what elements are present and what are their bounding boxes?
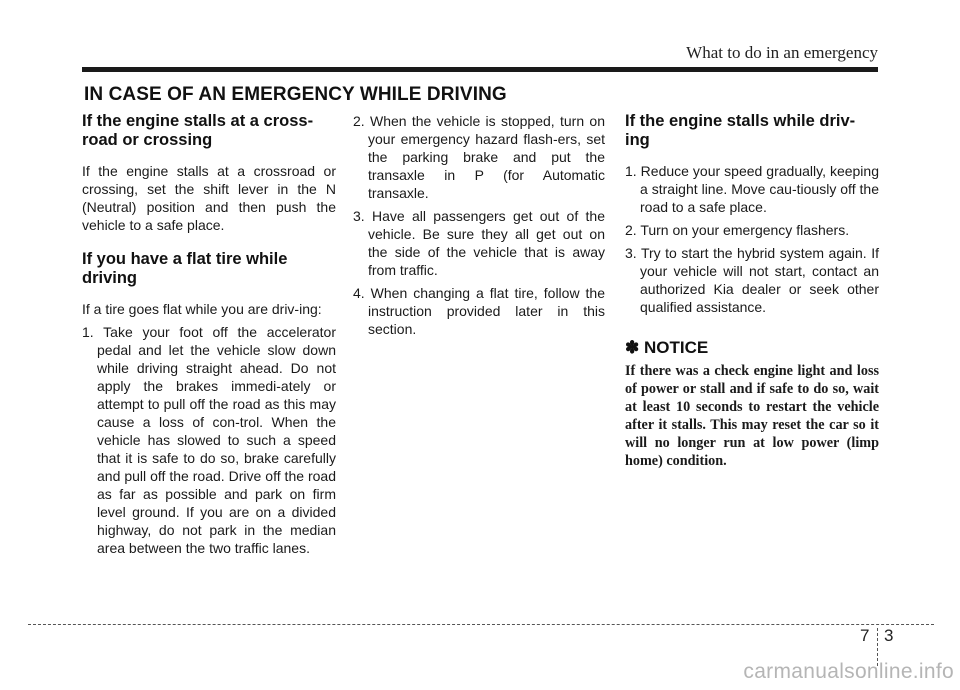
- list-item: 1. Reduce your speed gradually, keeping a straight line. Move cau-tiously off the road to a safe place.: [625, 163, 879, 215]
- list-item: 2. When the vehicle is stopped, turn on your emergency hazard flash-ers, set the parking brake and put the transaxle in P (for Automatic transaxle.: [353, 113, 605, 201]
- footer-rule: [28, 624, 934, 625]
- page-number: 3: [884, 626, 894, 645]
- column-2: [353, 112, 605, 338]
- column-3: [625, 112, 879, 470]
- notice-box: [625, 338, 879, 470]
- list-item: 4. When changing a flat tire, follow the instruction provided later in this section.: [353, 285, 605, 337]
- watermark: carmanualsonline.info: [743, 660, 954, 683]
- heading-stall-crossroad: If the engine stalls at a cross-road or crossing: [82, 112, 314, 149]
- heading-stall-driving: If the engine stalls while driv-ing: [625, 112, 856, 149]
- section-title: IN CASE OF AN EMERGENCY WHILE DRIVING: [84, 84, 507, 105]
- list-item: 3. Try to start the hybrid system again. If your vehicle will not start, contact an authorized Kia dealer or seek other qualified assistance.: [625, 245, 879, 315]
- notice-title: ✽ NOTICE: [625, 338, 709, 357]
- column-1: [82, 112, 336, 557]
- paragraph-stall-crossroad: If the engine stalls at a crossroad or crossing, set the shift lever in the N (Neutral) position and then push the vehicle to a safe place.: [82, 163, 336, 233]
- list-item: 1. Take your foot off the accelerator pedal and let the vehicle slow down while driving straight ahead. Do not apply the brakes immedi-ately or attempt to pull off the road as this may cause a loss of con-trol. When the vehicle has slowed to such a speed that it is safe to do so, brake carefully and pull off the road. Drive off the road as far as possible and park on firm level ground. If you are on a divided highway, do not park in the median area between the two traffic lanes.: [82, 324, 336, 556]
- running-header: What to do in an emergency: [686, 43, 878, 62]
- heading-flat-tire: If you have a flat tire while driving: [82, 250, 288, 287]
- notice-body: If there was a check engine light and loss of power or stall and if safe to do so, wait at least 10 seconds to restart the vehicle after it stalls. This may reset the car so it will no longer run at low power (limp home) condition.: [625, 363, 879, 469]
- flat-tire-steps-part1: [82, 323, 336, 557]
- chapter-number: 7: [860, 626, 870, 645]
- header-rule: [82, 67, 878, 72]
- list-item: 3. Have all passengers get out of the vehicle. Be sure they all get out on the side of the vehicle that is away from traffic.: [353, 208, 605, 278]
- stall-driving-steps: [625, 162, 879, 316]
- list-item: 2. Turn on your emergency flashers.: [625, 222, 850, 238]
- paragraph-flat-tire-intro: If a tire goes flat while you are driv-ing:: [82, 301, 322, 317]
- flat-tire-steps-part2: [353, 112, 605, 338]
